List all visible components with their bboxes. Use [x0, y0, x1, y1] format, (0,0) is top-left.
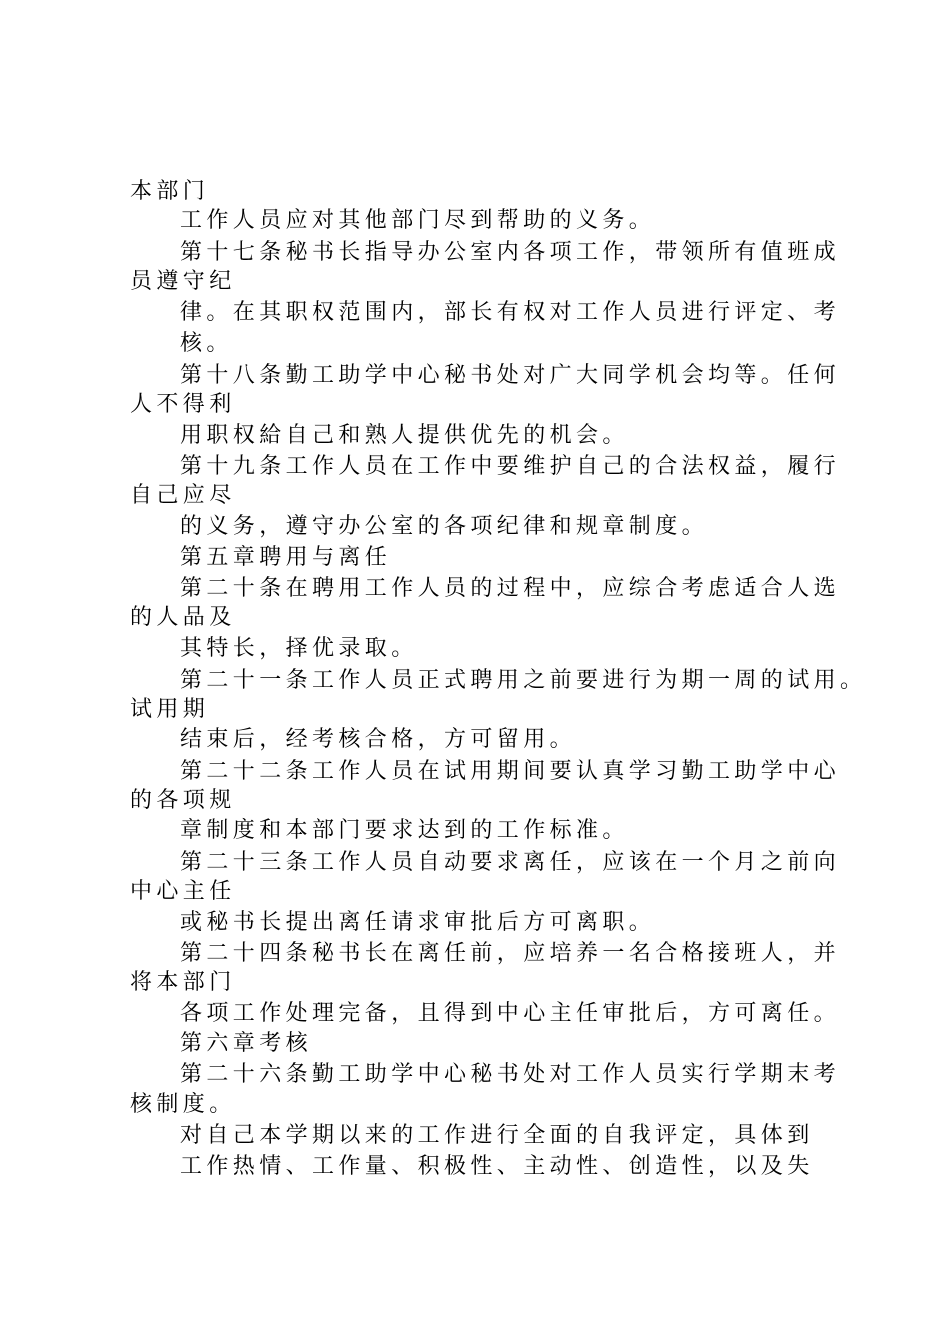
text-line: 第二十条在聘用工作人员的过程中，应综合考虑适合人选 — [180, 576, 841, 601]
text-line: 的人品及 — [130, 605, 236, 630]
text-line: 第二十六条勤工助学中心秘书处对工作人员实行学期末考 — [180, 1062, 841, 1087]
text-line: 第二十一条工作人员正式聘用之前要进行为期一周的试用。 — [180, 668, 867, 693]
text-line: 员遵守纪 — [130, 269, 236, 294]
text-line: 用职权給自己和熟人提供优先的机会。 — [180, 423, 629, 448]
text-line: 本部门 — [130, 179, 210, 204]
chapter-heading: 第六章考核 — [180, 1031, 313, 1056]
text-line: 第二十三条工作人员自动要求离任，应该在一个月之前向 — [180, 850, 841, 875]
text-line: 章制度和本部门要求达到的工作标准。 — [180, 818, 629, 843]
text-line: 中心主任 — [130, 879, 236, 904]
text-line: 第十八条勤工助学中心秘书处对广大同学机会均等。任何 — [180, 363, 841, 388]
text-line: 第二十二条工作人员在试用期间要认真学习勤工助学中心 — [180, 759, 841, 784]
text-line: 工作人员应对其他部门尽到帮助的义务。 — [180, 208, 656, 233]
text-line: 的义务，遵守办公室的各项纪律和规章制度。 — [180, 514, 709, 539]
text-line: 其特长，择优录取。 — [180, 636, 418, 661]
text-line: 律。在其职权范围内，部长有权对工作人员进行评定、考 — [180, 300, 841, 325]
text-line: 核。 — [180, 331, 233, 356]
text-line: 或秘书长提出离任请求审批后方可离职。 — [180, 910, 656, 935]
text-line: 第十七条秘书长指导办公室内各项工作，带领所有值班成 — [180, 240, 841, 265]
text-line: 第二十四条秘书长在离任前，应培养一名合格接班人，并 — [180, 941, 841, 966]
text-line: 对自己本学期以来的工作进行全面的自我评定，具体到 — [180, 1123, 814, 1148]
text-line: 人不得利 — [130, 392, 236, 417]
chapter-heading: 第五章聘用与离任 — [180, 545, 392, 570]
text-line: 第十九条工作人员在工作中要维护自己的合法权益，履行 — [180, 454, 841, 479]
text-line: 试用期 — [130, 697, 210, 722]
text-line: 结束后，经考核合格，方可留用。 — [180, 727, 577, 752]
text-line: 工作热情、工作量、积极性、主动性、创造性，以及失 — [180, 1154, 814, 1179]
text-line: 的各项规 — [130, 788, 236, 813]
text-line: 各项工作处理完备，且得到中心主任审批后，方可离任。 — [180, 1001, 841, 1026]
text-line: 自己应尽 — [130, 483, 236, 508]
text-line: 核制度。 — [130, 1092, 236, 1117]
text-line: 将本部门 — [130, 970, 236, 995]
